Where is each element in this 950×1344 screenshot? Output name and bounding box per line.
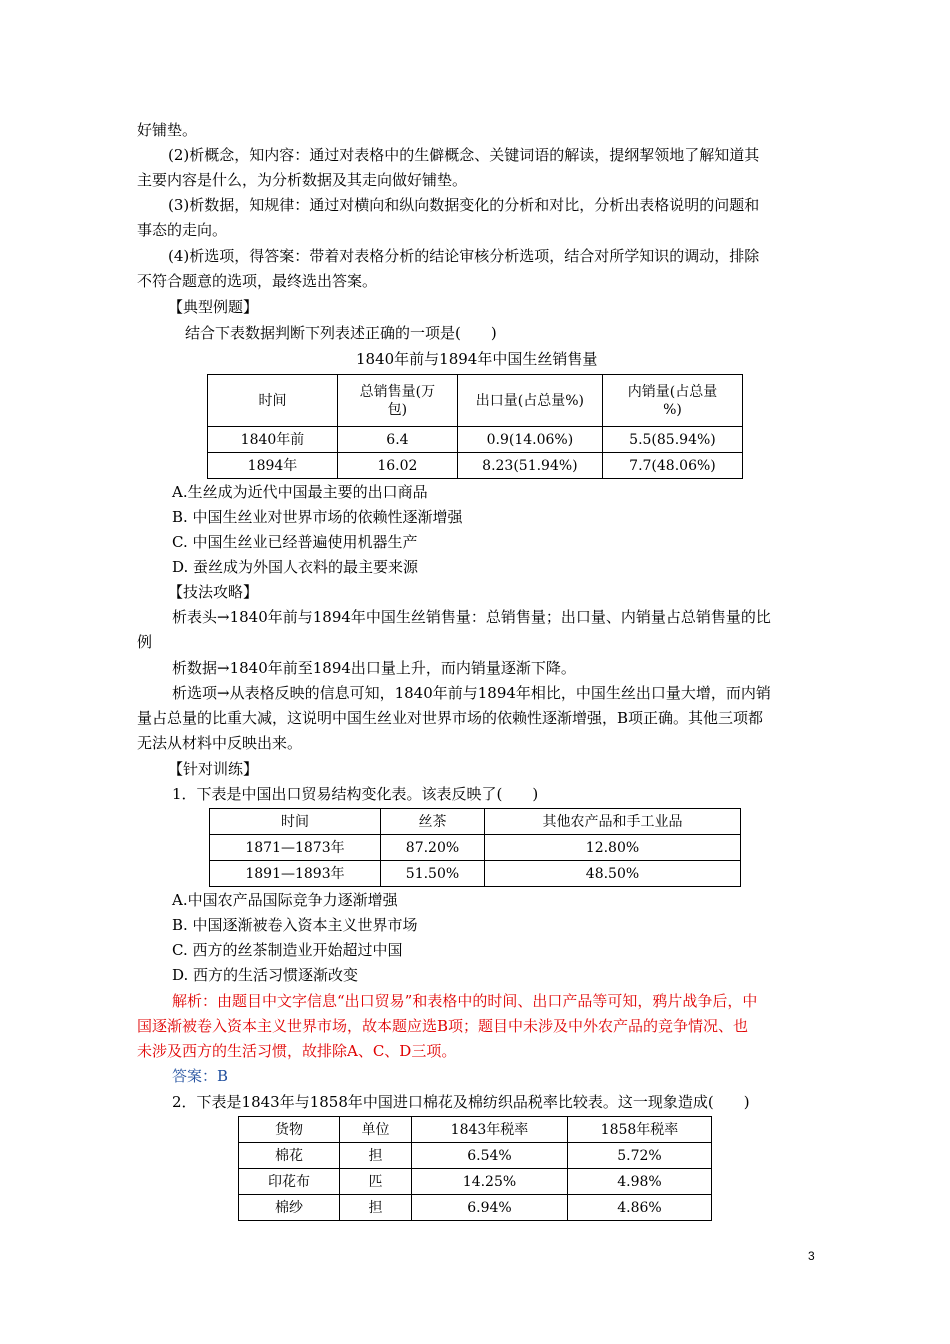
q1-option-d: D. 西方的生活习惯逐渐改变: [172, 966, 359, 984]
strategy-line: 析选项→从表格反映的信息可知，1840年前与1894年相比，中国生丝出口量大增，而内销: [172, 684, 771, 702]
table-header-cell: 其他农产品和手工业品: [485, 809, 741, 835]
table-header-row: [208, 375, 743, 427]
table-header-text: %): [663, 401, 682, 418]
table-title: 1840年前与1894年中国生丝销售量: [356, 350, 598, 368]
strategy-line: 析数据→1840年前至1894出口量上升，而内销量逐渐下降。: [172, 659, 576, 677]
paragraph-line: (4)析选项，得答案：带着对表格分析的结论审核分析选项，结合对所学知识的调动，排除: [168, 247, 760, 265]
page-number: 3: [808, 1249, 815, 1263]
table-cell: 担: [340, 1195, 412, 1221]
option-b: B. 中国生丝业对世界市场的依赖性逐渐增强: [172, 508, 463, 526]
table-cell: 6.4: [337, 427, 457, 453]
table-row: [208, 427, 743, 453]
table-cell: 48.50%: [485, 861, 741, 887]
table-header-cell: 时间: [210, 809, 381, 835]
question-1-table: [209, 808, 741, 887]
q1-option-c: C. 西方的丝茶制造业开始超过中国: [172, 941, 403, 959]
section-header-example: 【典型例题】: [168, 298, 259, 316]
example-question: 结合下表数据判断下列表述正确的一项是( ): [185, 324, 497, 342]
strategy-line: 析表头→1840年前与1894年中国生丝销售量：总销售量；出口量、内销量占总销售量的比: [172, 608, 771, 626]
table-cell: 8.23(51.94%): [457, 453, 602, 479]
strategy-line: 例: [137, 633, 153, 651]
option-a: A.生丝成为近代中国最主要的出口商品: [172, 483, 428, 501]
table-row: [239, 1143, 712, 1169]
table-cell: 棉花: [239, 1143, 340, 1169]
q1-option-b: B. 中国逐渐被卷入资本主义世界市场: [172, 916, 418, 934]
paragraph-line: 事态的走向。: [137, 221, 228, 239]
table-header-cell: 时间: [208, 375, 338, 427]
table-cell: 16.02: [337, 453, 457, 479]
table-header-cell: 1843年税率: [412, 1117, 568, 1143]
table-cell: 1871—1873年: [210, 835, 381, 861]
question-1-stem: 1．下表是中国出口贸易结构变化表。该表反映了( ): [172, 785, 539, 803]
table-cell: 87.20%: [381, 835, 485, 861]
q1-analysis-line: 未涉及西方的生活习惯，故排除A、C、D三项。: [137, 1042, 457, 1060]
table-header-text: 内销量(占总量: [627, 383, 718, 400]
table-cell: 14.25%: [412, 1169, 568, 1195]
table-row: [239, 1195, 712, 1221]
table-row: [208, 453, 743, 479]
table-cell: 担: [340, 1143, 412, 1169]
table-cell: 7.7(48.06%): [602, 453, 742, 479]
table-cell: 51.50%: [381, 861, 485, 887]
table-cell: 6.54%: [412, 1143, 568, 1169]
table-header-cell: [337, 375, 457, 427]
section-header-training: 【针对训练】: [168, 760, 259, 778]
paragraph-line: 不符合题意的选项，最终选出答案。: [137, 272, 378, 290]
answer-value: B: [217, 1067, 229, 1085]
option-c: C. 中国生丝业已经普遍使用机器生产: [172, 533, 418, 551]
table-row: [239, 1169, 712, 1195]
table-header-cell: 出口量(占总量%): [457, 375, 602, 427]
answer-label: 答案：: [172, 1067, 218, 1085]
table-cell: 4.98%: [568, 1169, 712, 1195]
q1-option-a: A.中国农产品国际竞争力逐渐增强: [172, 891, 398, 909]
paragraph-line: 好铺垫。: [137, 121, 198, 139]
q1-analysis-line: 国逐渐被卷入资本主义世界市场，故本题应选B项；题目中未涉及中外农产品的竞争情况、也: [137, 1017, 749, 1035]
table-header-text: 总销售量(万: [359, 383, 436, 400]
table-cell: 印花布: [239, 1169, 340, 1195]
strategy-line: 无法从材料中反映出来。: [137, 734, 303, 752]
table-cell: 0.9(14.06%): [457, 427, 602, 453]
table-header-cell: 单位: [340, 1117, 412, 1143]
table-header-row: [210, 809, 741, 835]
table-row: [210, 861, 741, 887]
table-cell: 1894年: [208, 453, 338, 479]
table-cell: 1840年前: [208, 427, 338, 453]
option-d: D. 蚕丝成为外国人衣料的最主要来源: [172, 558, 419, 576]
paragraph-line: 主要内容是什么，为分析数据及其走向做好铺垫。: [137, 171, 468, 189]
question-2-table: [238, 1116, 712, 1221]
strategy-line: 量占总量的比重大减，这说明中国生丝业对世界市场的依赖性逐渐增强，B项正确。其他三项都: [137, 709, 764, 727]
table-row: [210, 835, 741, 861]
table-header-cell: [602, 375, 742, 427]
table-cell: 5.72%: [568, 1143, 712, 1169]
table-header-row: [239, 1117, 712, 1143]
table-cell: 1891—1893年: [210, 861, 381, 887]
q1-answer: [172, 1066, 228, 1086]
section-header-strategy: 【技法攻略】: [168, 583, 259, 601]
table-header-cell: 1858年税率: [568, 1117, 712, 1143]
table-cell: 6.94%: [412, 1195, 568, 1221]
table-cell: 5.5(85.94%): [602, 427, 742, 453]
q1-analysis-line: 解析：由题目中文字信息“出口贸易”和表格中的时间、出口产品等可知，鸦片战争后，中: [172, 992, 758, 1010]
table-cell: 4.86%: [568, 1195, 712, 1221]
paragraph-line: (2)析概念，知内容：通过对表格中的生僻概念、关键词语的解读，提纲挈领地了解知道其: [168, 146, 760, 164]
example-table: [207, 374, 743, 479]
table-cell: 12.80%: [485, 835, 741, 861]
table-header-cell: 丝茶: [381, 809, 485, 835]
question-2-stem: 2．下表是1843年与1858年中国进口棉花及棉纺织品税率比较表。这一现象造成( ): [172, 1093, 750, 1111]
table-header-cell: 货物: [239, 1117, 340, 1143]
table-cell: 匹: [340, 1169, 412, 1195]
table-header-text: 包): [387, 401, 408, 418]
table-cell: 棉纱: [239, 1195, 340, 1221]
paragraph-line: (3)析数据，知规律：通过对横向和纵向数据变化的分析和对比，分析出表格说明的问题和: [168, 196, 760, 214]
